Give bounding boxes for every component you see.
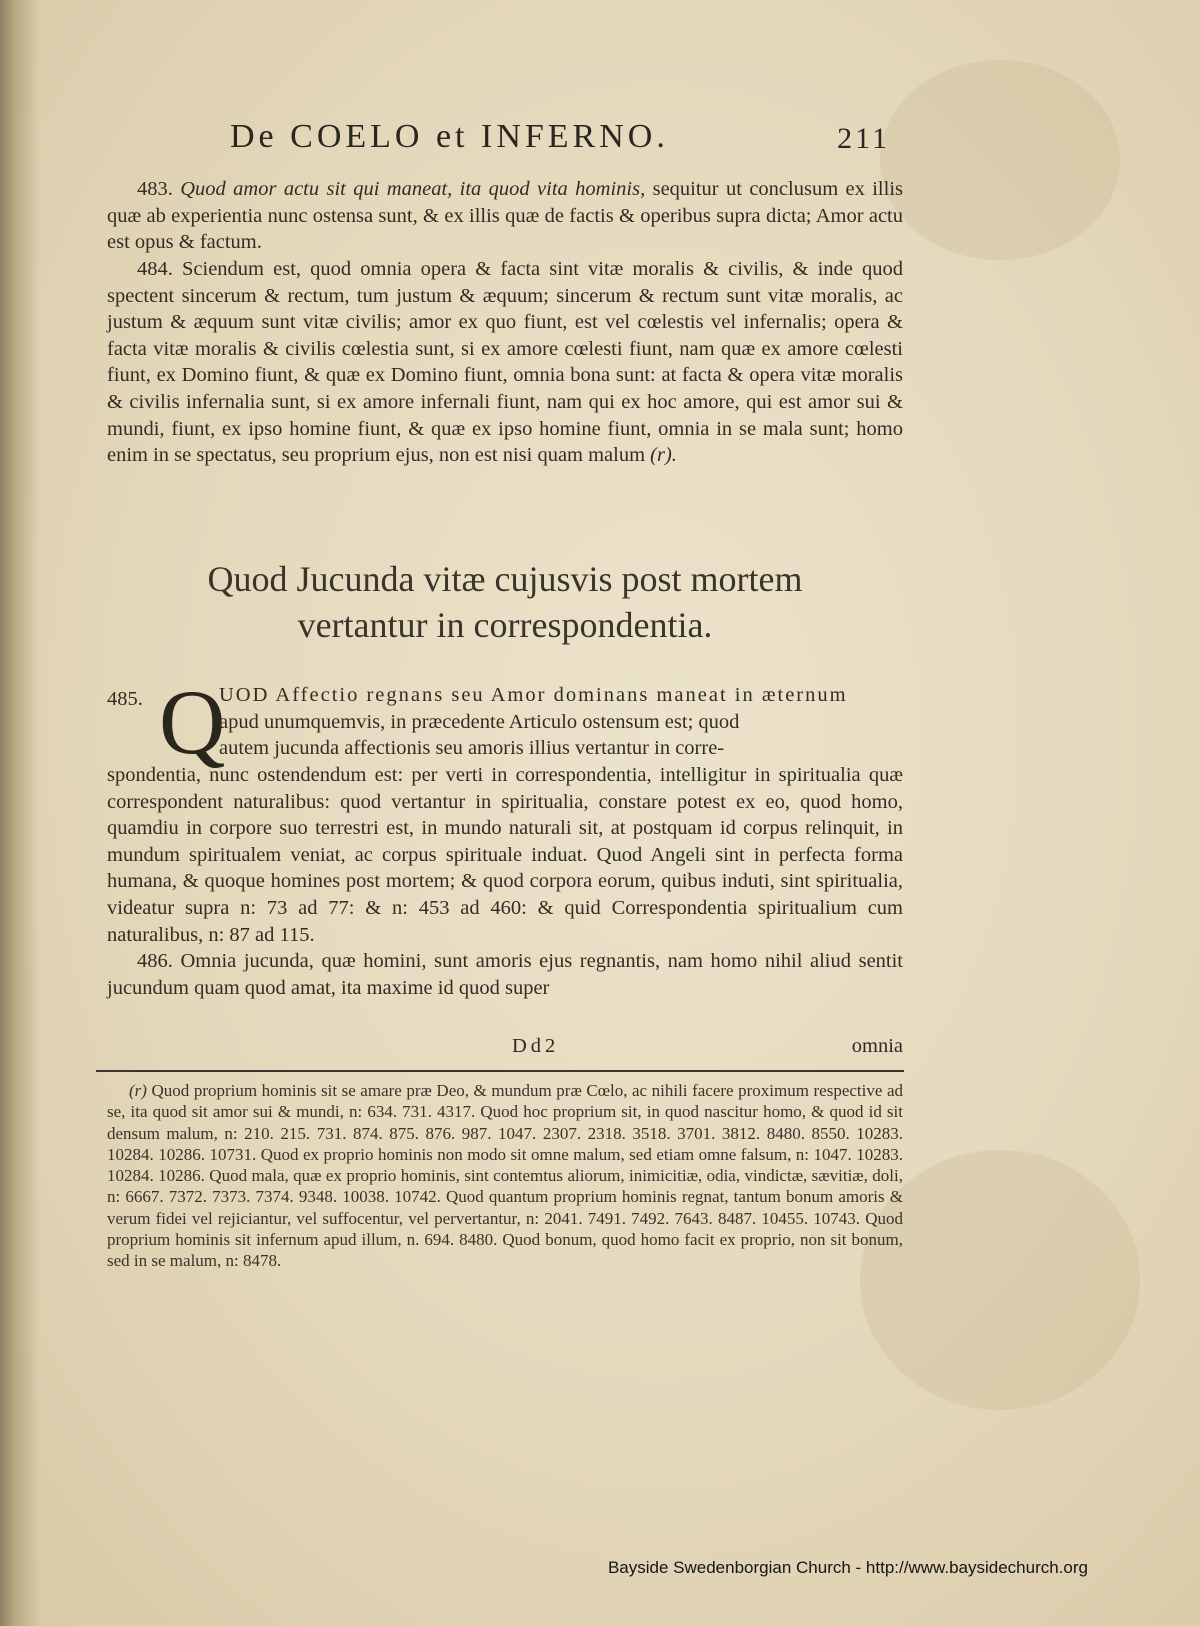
paragraph-484 [107,256,903,469]
heading-line-1: Quod Jucunda vitæ cujusvis post mortem [207,559,803,599]
paragraph-number: 483. [137,178,173,200]
footnote-reference: (r). [650,444,677,467]
heading-line-2: vertantur in correspondentia. [297,605,713,645]
text-line: apud unumquemvis, in præcedente Articulo ostensum est; quod [219,710,740,733]
text-line: UOD Affectio regnans seu Amor dominans maneat in æternum [219,684,848,706]
paragraph-number: 485. [107,688,143,710]
running-title: De COELO et INFERNO. [230,118,669,155]
paper-stain [880,60,1120,260]
paragraph-text: Sciendum est, quod omnia opera & facta sint vitæ moralis & civilis, & inde quod spectent sincerum & rectum, tum justum & æquum; sincerum & rectum sunt vitæ moralis, ac justum & æquum sunt vitæ civilis; amor ex quo fiunt, est vel cœlestis vel infernalis; opera & facta vitæ moralis & civilis cœlestia sunt, si ex amore cœlesti fiunt, nam quæ ex amore cœlesti fiunt, ex Domino fiunt, & quæ ex Domino fiunt, omnia bona sunt: at facta & opera vitæ moralis & civilis infernalia sunt, si ex amore infernali fiunt, nam qui ex hoc amore, qui est amor sui & mundi, fiunt, ex ipso homine fiunt, & quæ ex ipso homine fiunt, omnia in se mala sunt; homo enim in se spectatus, seu proprium ejus, non est nisi quam malum [107,258,903,467]
footnote [107,1080,903,1272]
running-head [230,118,890,158]
paragraph-text: spondentia, nunc ostendendum est: per verti in correspondentia, intelligitur in spiritualia quæ correspondent naturalibus: quod vertantur in spiritualia, constare potest ex eo, quod homo, quamdiu in corpore suo terrestri est, in mundo naturali sit, at postquam id corpus relinquit, in mundum spiritualem veniat, ac corpus spirituale induat. Quod Angeli sint in perfecta forma humana, & quoque homines post mortem; & quod corpora eorum, quibus induti, sint spiritualia, videatur supra n: 73 ad 77: & n: 453 ad 460: & quid Correspondentia spiritualium cum naturalibus, n: 87 ad 115. [107,764,903,946]
section-heading [107,556,903,648]
catchword: omnia [851,1035,903,1057]
paragraph-485-continued [107,762,903,1001]
drop-cap-lines [219,682,903,762]
signature-line [107,1035,903,1063]
paragraph-number: 484. [137,258,173,280]
credit-watermark: Bayside Swedenborgian Church - http://www.baysidechurch.org [607,1558,1088,1577]
spine-shadow [0,0,40,1626]
paragraph-text: Omnia jucunda, quæ homini, sunt amoris ejus regnantis, nam homo nihil aliud sentit jucundum quam quod amat, ita maxime id quod super [107,950,904,999]
footnote-marker: (r) [129,1081,147,1100]
paragraph-number: 486. [137,950,173,973]
drop-cap: Q [159,671,226,773]
paragraph-text: sequitur ut conclusum ex illis quæ ab experientia nunc ostensa sunt, & ex illis quæ de factis & operibus supra dicta; Amor actu est opus & factum. [107,178,904,254]
footnote-rule [96,1070,904,1072]
signature-mark: Dd2 [512,1035,560,1057]
text-line: autem jucunda affectionis seu amoris illius vertantur in corre- [219,737,725,760]
page-number: 211 [837,122,890,155]
italic-lead: Quod amor actu sit qui maneat, ita quod vita hominis, [180,178,646,200]
paragraph-483 [107,176,903,256]
paragraph-486 [107,948,903,1001]
footnote-text: Quod proprium hominis sit se amare præ Deo, & mundum præ Cœlo, ac nihili facere proximum respective ad se, ita quod sit amor sui & mundi, n: 634. 731. 4317. Quod hoc proprium sit, in quod nascitur homo, & quod id sit densum malum, n: 210. 215. 731. 874. 875. 876. 987. 1047. 2307. 2318. 3518. 3701. 3812. 8480. 8550. 10283. 10284. 10286. 10731. Quod ex proprio hominis non modo sit omne malum, sed etiam omne falsum, n: 1047. 10283. 10284. 10286. Quod mala, quæ ex proprio hominis, sint contemtus aliorum, inimicitiæ, odia, vindictæ, sævitiæ, doli, n: 6667. 7372. 7373. 7374. 9348. 10038. 10742. Quod quantum proprium hominis regnat, tantum bonum amoris & verum fidei vel rejiciantur, vel suffocentur, vel pervertantur, n: 2041. 7491. 7492. 7643. 8487. 10455. 10743. Quod proprium hominis sit infernum apud illum, n. 694. 8480. Quod bonum, quod homo facit ex proprio, non sit bonum, sed in se malum, n: 8478. [107,1081,904,1271]
